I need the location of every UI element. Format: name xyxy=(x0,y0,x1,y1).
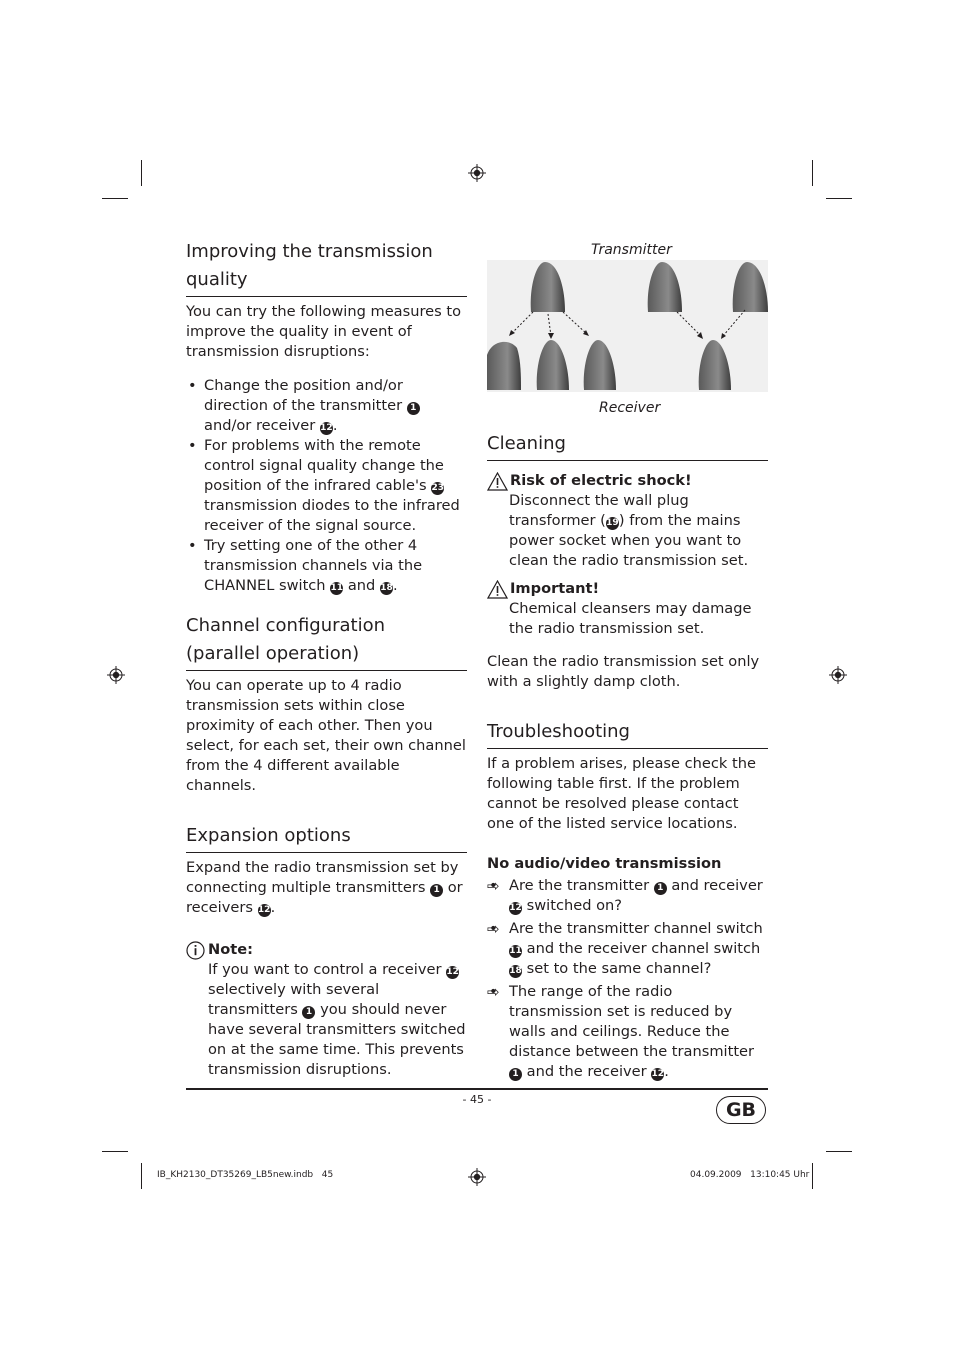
cleaning-text: Clean the radio transmission set only with a slightly damp cloth. xyxy=(487,653,760,690)
ref-number: 12 xyxy=(509,903,522,913)
ref-number: 1 xyxy=(302,1006,315,1019)
list-item: • Change the position and/or direction of the transmitter 1 and/or receiver 12. xyxy=(186,376,467,436)
footer-rule xyxy=(186,1088,768,1090)
warning-title: Important! xyxy=(510,580,600,597)
improving-list xyxy=(186,376,467,596)
heading-rule xyxy=(186,296,467,297)
crop-mark xyxy=(812,1163,813,1189)
ref-number: 18 xyxy=(509,966,522,976)
list-item: • ⇨ Are the transmitter 1 and receiver 12 switched on? xyxy=(487,876,768,916)
warning-icon xyxy=(487,580,508,599)
ref-number: 1 xyxy=(654,882,667,895)
crop-mark xyxy=(141,160,142,186)
figure-label-receiver: Receiver xyxy=(599,400,661,416)
page-number: - 45 - xyxy=(462,1093,492,1106)
note-label: Note: xyxy=(208,941,253,958)
figure xyxy=(487,240,768,420)
channel-text: You can operate up to 4 radio transmission sets within close proximity of each other. Then you select, for each set, their own channel from the 4 different available channels. xyxy=(186,677,466,794)
list-item: • For problems with the remote control signal quality change the position of the infrared cable's 23 transmission diodes to the infrared receiver of the signal source. xyxy=(186,436,467,536)
right-column xyxy=(487,240,768,1085)
timestamp: 04.09.2009 13:10:45 Uhr xyxy=(690,1170,810,1180)
improving-heading: Improving the transmission quality xyxy=(186,241,433,290)
ref-number: 1 xyxy=(509,1068,522,1081)
warning-title: Risk of electric shock! xyxy=(510,472,692,489)
ref-number: 1 xyxy=(430,884,443,897)
figure-label-transmitter: Transmitter xyxy=(591,242,672,258)
troubleshooting-intro: If a problem arises, please check the following table first. If the problem cannot be resolved please contact one of the listed service locations. xyxy=(487,755,756,832)
crop-mark xyxy=(102,198,128,199)
note-box xyxy=(186,940,467,1080)
crop-mark xyxy=(102,1151,128,1152)
list-item: • ⇨ The range of the radio transmission set is reduced by walls and ceilings. Reduce the distance between the transmitter 1 and the receiver 12. xyxy=(487,982,768,1082)
arrow-right-icon: • ⇨ xyxy=(487,920,500,938)
arrow-right-icon: • ⇨ xyxy=(487,877,500,895)
note-text: If you want to control a receiver 12 selectively with several transmitters 1 you should never have several transmitters switched on at the same time. This prevents transmission disruptions. xyxy=(208,961,466,1078)
info-icon xyxy=(186,941,205,960)
heading-rule xyxy=(487,460,768,461)
ref-number: 12 xyxy=(651,1069,665,1079)
expansion-text: Expand the radio transmission set by connecting multiple transmitters 1 or receivers 12. xyxy=(186,859,463,916)
troubleshooting-subheading: No audio/video transmission xyxy=(487,855,722,872)
warning-icon xyxy=(487,472,508,491)
warning-text: Disconnect the wall plug transformer (19) from the mains power socket when you want to clean the radio transmission set. xyxy=(509,492,749,569)
ref-number: 18 xyxy=(380,583,393,593)
registration-mark-icon xyxy=(468,1168,486,1186)
arrow-right-icon: • ⇨ xyxy=(487,983,500,1001)
ref-number: 12 xyxy=(257,905,271,915)
ref-number: 19 xyxy=(606,518,619,528)
crop-mark xyxy=(826,1151,852,1152)
warning-important xyxy=(487,579,768,639)
ref-number: 11 xyxy=(509,946,522,956)
crop-mark xyxy=(826,198,852,199)
file-info: IB_KH2130_DT35269_LB5new.indb 45 xyxy=(157,1170,334,1180)
registration-mark-icon xyxy=(107,666,125,684)
warning-text: Chemical cleansers may damage the radio transmission set. xyxy=(509,600,752,637)
crop-mark xyxy=(812,160,813,186)
improving-intro: You can try the following measures to improve the quality in event of transmission disruptions: xyxy=(186,303,462,360)
troubleshooting-heading: Troubleshooting xyxy=(487,721,630,742)
ref-number: 12 xyxy=(446,967,459,977)
language-badge: GB xyxy=(716,1096,766,1124)
cleaning-heading: Cleaning xyxy=(487,433,566,454)
crop-mark xyxy=(141,1163,142,1189)
warning-electric-shock xyxy=(487,471,768,571)
channel-heading: Channel configuration (parallel operation) xyxy=(186,615,386,664)
troubleshooting-list xyxy=(487,876,768,1082)
heading-rule xyxy=(186,670,467,671)
list-item: • ⇨ Are the transmitter channel switch 11 and the receiver channel switch 18 set to the same channel? xyxy=(487,919,768,979)
heading-rule xyxy=(487,748,768,749)
registration-mark-icon xyxy=(468,164,486,182)
ref-number: 1 xyxy=(407,402,420,415)
left-column xyxy=(186,238,467,1080)
transmitter-receiver-illustration xyxy=(487,260,768,392)
heading-rule xyxy=(186,852,467,853)
list-item: • Try setting one of the other 4 transmission channels via the CHANNEL switch 11 and 18. xyxy=(186,536,467,596)
expansion-heading: Expansion options xyxy=(186,825,351,846)
ref-number: 12 xyxy=(320,423,333,433)
ref-number: 23 xyxy=(431,483,444,493)
ref-number: 11 xyxy=(330,583,343,593)
registration-mark-icon xyxy=(829,666,847,684)
